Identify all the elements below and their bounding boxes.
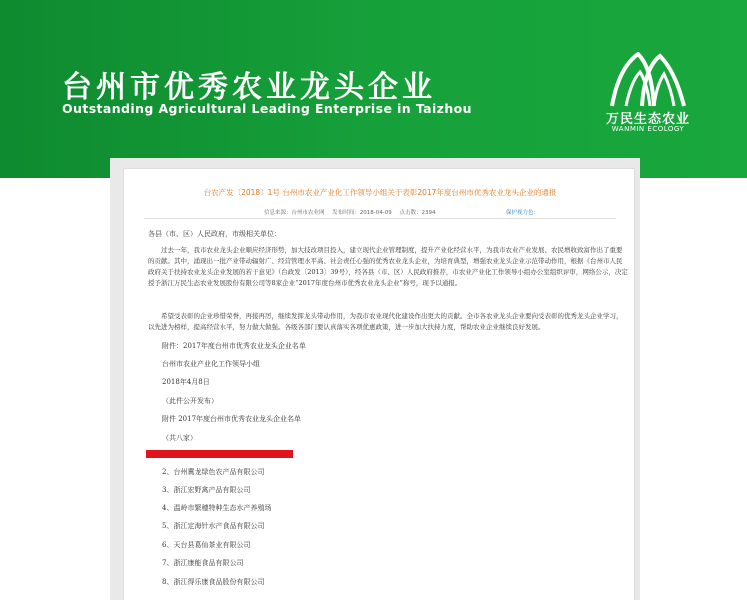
list-item: 4、温岭市繁穗特种生态水产养殖场 — [162, 504, 272, 512]
logo-english-text: WANMIN ECOLOGY — [611, 125, 685, 133]
meta-source: 信息来源：台州市农业网 — [264, 210, 325, 216]
list-item: 8、浙江得乐康食品股份有限公司 — [162, 578, 265, 586]
publish-note: （此件公开发布） — [162, 397, 218, 405]
meta-clicks: 点击数：2394 — [399, 210, 436, 216]
header-banner — [0, 0, 747, 178]
document-screenshot — [123, 168, 635, 600]
banner-title: 台州市优秀农业龙头企业 — [62, 70, 436, 105]
list-item: 7、浙江康能食品有限公司 — [162, 559, 244, 567]
list-item: 6、天台县葛仙茶业有限公司 — [162, 541, 251, 549]
divider — [144, 218, 616, 219]
meta-publish-time: 发布时间：2018-04-09 — [332, 210, 392, 216]
protect-eyesight-link[interactable]: 保护视力色： — [506, 210, 540, 216]
greeting: 各县（市、区）人民政府，市级相关单位： — [148, 230, 281, 238]
issue-date: 2018年4月8日 — [162, 378, 210, 386]
list-item: 5、浙江定海针水产食品有限公司 — [162, 522, 265, 530]
paragraph-1: 过去一年，我市农业龙头企业顺应经济形势，加大技改项目投入，建立现代企业管理制度，提升产业化经营水平，为我市农业产业发展、农民增收致富作出了重要的贡献。其中，涌现出一批产业带动辐射广、经营管理水平高、社会责任心强的优秀农业龙头企业，为培育典型，增强农业龙头企业示范带动作用，根据《台州市人民政府关于扶持农业龙头企业发展的若干意见》（台政发〔2013〕39号），经各县（市、区）人民政府推荐，市农业产业化工作领导小组办公室组织评审，网络公示，决定授予浙江万民生态农业发展股份有限公司等8家企业“2017年度台州市优秀农业龙头企业”称号，现予以通报。 — [148, 246, 628, 287]
wanmin-logo — [598, 52, 698, 142]
list-item: 3、浙江宏野禽产品有限公司 — [162, 486, 251, 494]
company-count: （共八家） — [162, 434, 197, 442]
document-title: 台农产发〔2018〕1号 台州市农业产业化工作领导小组关于表彰2017年度台州市优秀农业龙头企业的通报 — [203, 188, 557, 197]
logo-chinese-text: 万民生态农业 — [605, 112, 690, 127]
list-title: 附件 2017年度台州市优秀农业龙头企业名单 — [162, 415, 302, 423]
attachment-note: 附件：2017年度台州市优秀农业龙头企业名单 — [162, 342, 306, 350]
banner-subtitle: Outstanding Agricultural Leading Enterprise in Taizhou — [62, 101, 472, 116]
paragraph-2: 希望受表彰的企业珍惜荣誉，再接再厉，继续发挥龙头带动作用，为我市农业现代化建设作出更大的贡献。全市各农业龙头企业要向受表彰的优秀龙头企业学习，以先进为榜样，提高经营水平，努力做大做强。各级各部门要认真落实各项优惠政策，进一步加大扶持力度，帮助农业企业继续良好发展。 — [148, 312, 623, 331]
list-item: 2、台州冀龙绿色农产品有限公司 — [162, 468, 265, 476]
issuer: 台州市农业产业化工作领导小组 — [162, 360, 260, 368]
document-meta — [264, 208, 441, 216]
highlight-bar — [146, 450, 293, 458]
mountain-logo-icon — [608, 52, 688, 107]
